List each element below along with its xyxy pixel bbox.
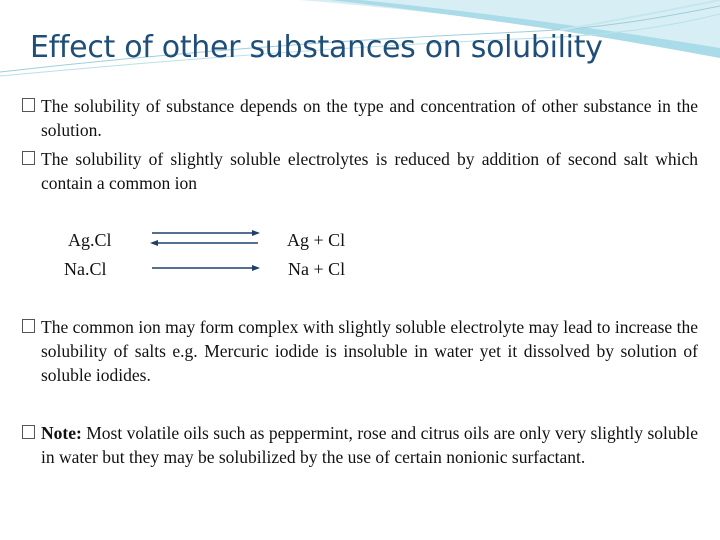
bullet-item [22,315,698,387]
bullet-box-icon [22,425,35,439]
equation-left-agcl: Ag.Cl [68,230,112,250]
bullet-text: The solubility of substance depends on the type and concentration of other substance in the solution. [41,96,698,140]
note-label: Note: [41,423,82,443]
equation-right-ag-cl: Ag + Cl [287,230,346,250]
bullet-item [22,94,698,142]
equation-left-nacl: Na.Cl [64,259,107,279]
bullet-box-icon [22,319,35,333]
reaction-arrows [140,226,270,276]
equation-right-na-cl: Na + Cl [288,259,346,279]
bullet-box-icon [22,98,35,112]
note-text: Most volatile oils such as peppermint, rose and citrus oils are only very slightly soluble in water but they may be solubilized by the use of certain nonionic surfactant. [41,423,698,467]
forward-arrow-icon [152,265,260,271]
slide-title: Effect of other substances on solubility [30,30,603,65]
bullet-text: The solubility of slightly soluble electrolytes is reduced by addition of second salt which contain a common ion [41,149,698,193]
bullet-text: The common ion may form complex with slightly soluble electrolyte may lead to increase the solubility of salts e.g. Mercuric iodide is insoluble in water yet it dissolved by solution of soluble iodides. [41,317,698,385]
bullet-item [22,147,698,195]
reversible-arrow-icon [150,230,260,246]
bullet-text [41,421,698,469]
bullet-box-icon [22,151,35,165]
bullet-item [22,421,698,469]
